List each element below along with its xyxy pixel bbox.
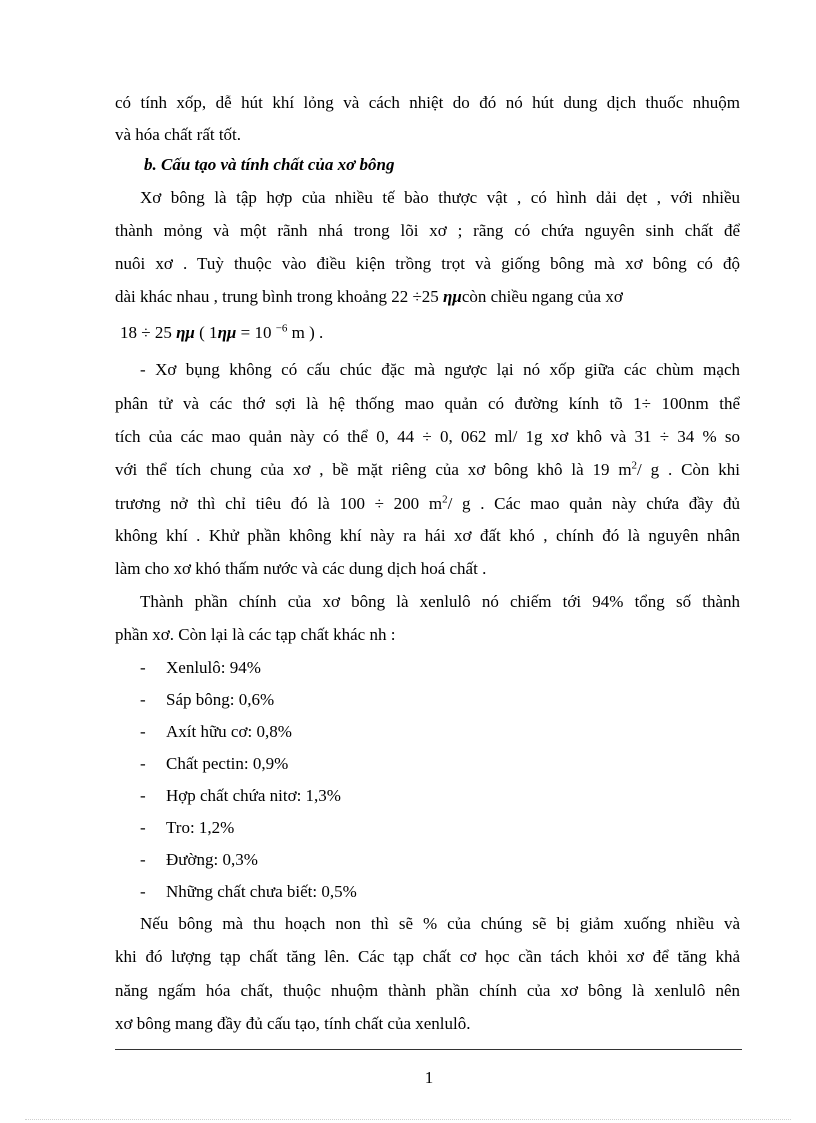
text-span: dài khác nhau , trung bình trong khoảng 22 ÷25 — [115, 287, 439, 306]
list-item — [140, 657, 261, 679]
list-item — [140, 881, 357, 903]
paragraph-2-line-5 — [120, 322, 745, 344]
list-item — [140, 689, 274, 711]
list-item — [140, 785, 341, 807]
paragraph-2-line-1: Xơ bông là tập hợp của nhiều tế bào thược vật , có hình dải dẹt , với nhiều — [140, 188, 740, 207]
list-dash: - — [140, 818, 146, 837]
paragraph-3-line-5 — [115, 493, 740, 515]
list-item-text: Đường: 0,3% — [166, 850, 258, 869]
paragraph-5-line-2: khi đó lượng tạp chất tăng lên. Các tạp chất cơ học cần tách khỏi xơ để tăng khả — [115, 947, 740, 966]
text-span: m ) . — [291, 323, 324, 342]
paragraph-3-line-2: phân tử và các thớ sợi là hệ thống mao quản có đường kính tõ 1÷ 100nm thể — [115, 394, 740, 413]
text-span: 18 ÷ 25 — [120, 323, 172, 342]
paragraph-1-line-2: và hóa chất rất tốt. — [115, 125, 242, 144]
paragraph-4-line-1: Thành phần chính của xơ bông là xenlulô nó chiếm tới 94% tổng số thành — [140, 592, 740, 611]
paragraph-4-line-2: phần xơ. Còn lại là các tạp chất khác nh : — [115, 625, 396, 644]
list-item — [140, 721, 292, 743]
paragraph-2-line-2: thành mỏng và một rãnh nhá trong lõi xơ ; rãng có chứa nguyên sinh chất để — [115, 221, 740, 240]
list-item — [140, 817, 234, 839]
list-item — [140, 753, 288, 775]
page-number: 1 — [424, 1068, 434, 1087]
section-heading: b. Cấu tạo và tính chất của xơ bông — [144, 155, 395, 174]
text-span: / g . Còn khi — [637, 460, 740, 479]
paragraph-5-line-1: Nếu bông mà thu hoạch non thì sẽ % của chúng sẽ bị giảm xuống nhiều và — [140, 914, 740, 933]
text-span: / g . Các mao quản này chứa đầy đủ — [447, 494, 740, 513]
paragraph-2-line-4 — [115, 286, 740, 308]
paragraph-3-line-3: tích của các mao quản này có thể 0, 44 ÷ 0, 062 ml/ 1g xơ khô và 31 ÷ 34 % so — [115, 427, 740, 446]
list-item — [140, 849, 258, 871]
paragraph-3-line-7: làm cho xơ khó thấm nước và các dung dịch hoá chất . — [115, 559, 487, 578]
paragraph-3-line-1: - Xơ bụng không có cấu chúc đặc mà ngược lại nó xốp giữa các chùm mạch — [140, 360, 740, 379]
paragraph-5-line-4: xơ bông mang đầy đủ cấu tạo, tính chất của xenlulô. — [115, 1014, 471, 1033]
list-item-text: Sáp bông: 0,6% — [166, 690, 275, 709]
list-dash: - — [140, 658, 146, 677]
list-item-text: Axít hữu cơ: 0,8% — [166, 722, 292, 741]
unit-symbol: ημ — [176, 323, 195, 342]
text-span: còn chiều ngang của xơ — [461, 287, 623, 306]
paragraph-3-line-6: không khí . Khử phần không khí này ra hái xơ đất khó , chính đó là nguyên nhân — [115, 526, 740, 545]
paragraph-2-line-3: nuôi xơ . Tuỳ thuộc vào điều kiện trồng trọt và giống bông mà xơ bông có độ — [115, 254, 740, 273]
list-item-text: Hợp chất chứa nitơ: 1,3% — [166, 786, 341, 805]
text-span: ( 1 — [199, 323, 218, 342]
list-item-text: Chất pectin: 0,9% — [166, 754, 289, 773]
list-dash: - — [140, 722, 146, 741]
unit-symbol: ημ — [443, 287, 462, 306]
superscript: 2 — [442, 493, 448, 506]
list-item-text: Xenlulô: 94% — [166, 658, 261, 677]
unit-symbol: ημ — [217, 323, 237, 342]
list-dash: - — [140, 882, 146, 901]
paragraph-1-line-1: có tính xốp, dễ hút khí lỏng và cách nhiệt do đó nó hút dung dịch thuốc nhuộm — [115, 93, 740, 112]
text-span: trương nở thì chỉ tiêu đó là 100 ÷ 200 m — [115, 494, 443, 513]
list-dash: - — [140, 786, 146, 805]
superscript: 2 — [631, 459, 638, 472]
text-span: = 10 — [240, 323, 272, 342]
paragraph-3-line-4 — [115, 459, 740, 481]
exponent: −6 — [275, 322, 288, 335]
list-item-text: Những chất chưa biết: 0,5% — [166, 882, 357, 901]
list-item-text: Tro: 1,2% — [166, 818, 235, 837]
footer-divider — [115, 1049, 742, 1050]
list-dash: - — [140, 754, 146, 773]
list-dash: - — [140, 690, 146, 709]
list-dash: - — [140, 850, 146, 869]
text-span: với thể tích chung của xơ , bề mặt riêng của xơ bông khô là 19 m — [115, 460, 632, 479]
paragraph-5-line-3: năng ngấm hóa chất, thuộc nhuộm thành phần chính của xơ bông là xenlulô nên — [115, 981, 740, 1000]
page-bottom-border — [25, 1119, 791, 1120]
